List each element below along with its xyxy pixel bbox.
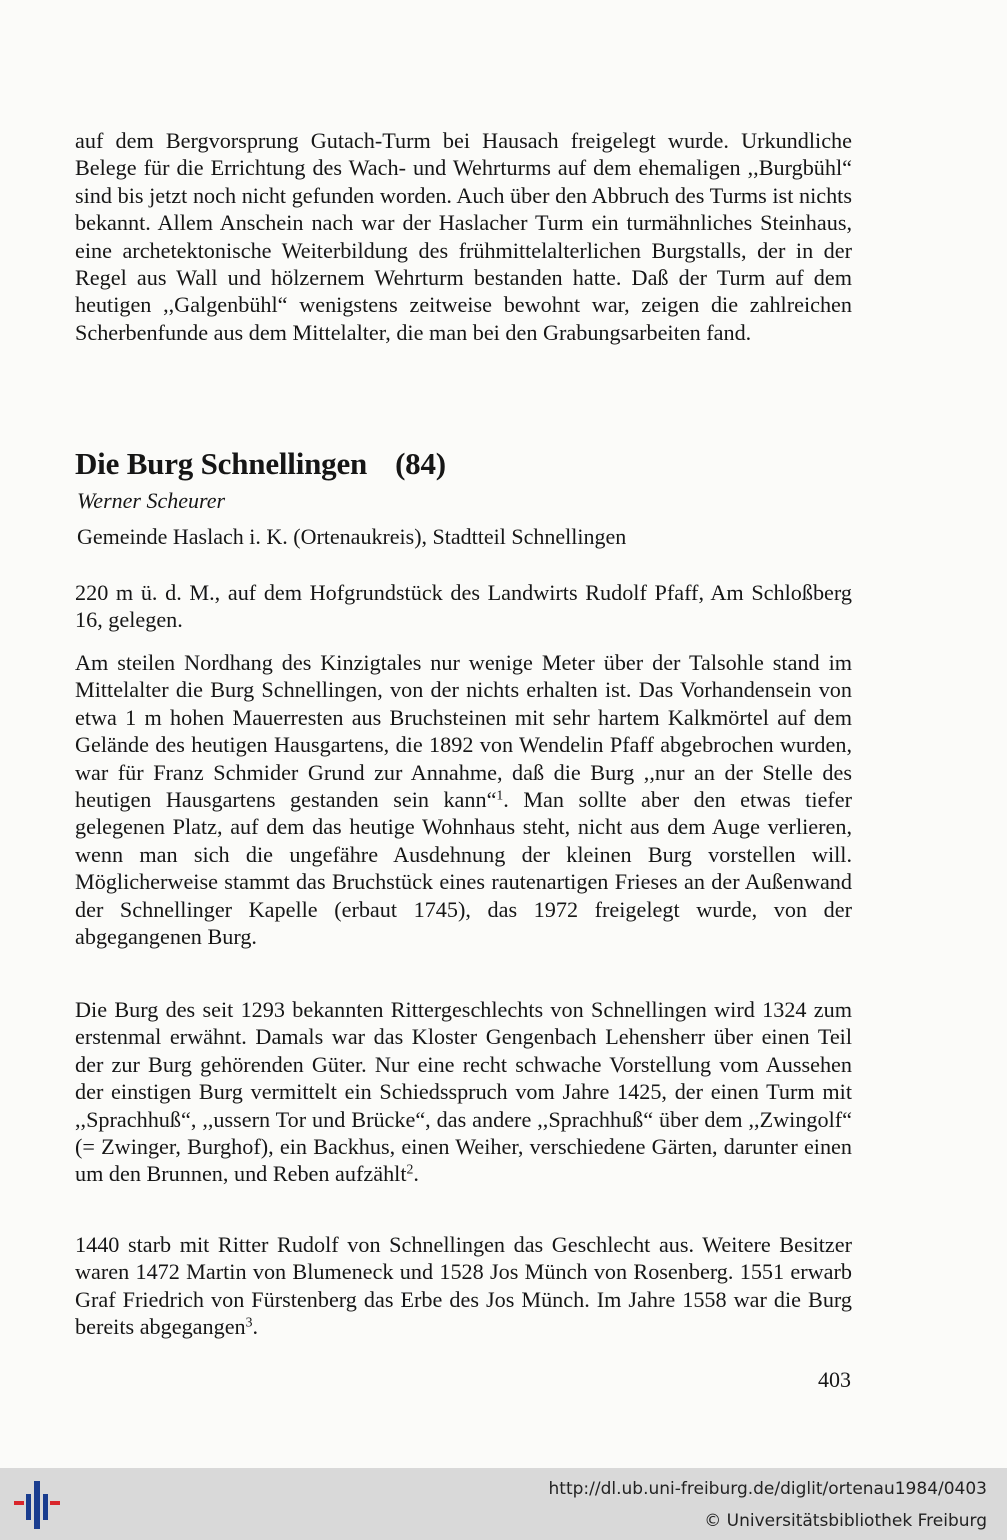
article-heading xyxy=(75,445,446,483)
body-1-text-rest: . Man sollte aber den etwas tiefer gelegenen Platz, auf dem das heutige Wohnhaus steht, nicht aus dem Auge verlieren, wenn man sich die ungefähre Ausdehnung der kleinen Burg vorstellen will. Möglicherweise stammt das Bruchstück eines rautenartigen Frieses an der Außenwand der Schnellinger Kapelle (erbaut 1745), das 1972 freigelegt wurde, von der abgegangenen Burg. xyxy=(75,787,852,950)
body-2-text: Die Burg des seit 1293 bekannten Rittergeschlechts von Schnellingen wird 1324 zum erstenmal erwähnt. Damals war das Kloster Gengenbach Lehensherr über einen Teil der zur Burg gehörenden Güter. Nur eine recht schwache Vorstellung vom Aussehen der einstigen Burg vermittelt ein Schiedsspruch vom Jahre 1425, der einen Turm mit ,,Sprachhuß“, ,,ussern Tor und Brücke“, das andere ,,Sprachhuß“ über dem ,,Zwingolf“ (= Zwinger, Burghof), ein Backhus, einen Weiher, verschiedene Gärten, darunter einen um den Brunnen, und Reben aufzählt xyxy=(75,997,852,1187)
page-number: 403 xyxy=(818,1367,851,1392)
author-name: Werner Scheurer xyxy=(77,488,226,513)
body-2-text-rest: . xyxy=(413,1161,419,1187)
body-3-text-rest: . xyxy=(252,1314,259,1340)
footer-bar xyxy=(0,1468,1007,1540)
footnote-ref-1[interactable]: 1 xyxy=(496,787,504,803)
body-3-text: 1440 starb mit Ritter Rudolf von Schnellingen das Geschlecht aus. Weitere Besitzer waren 1472 Martin von Blumeneck und 1528 Jos Münch von Rosenberg. 1551 erwarb Graf Friedrich von Fürstenberg das Erbe des Jos Münch. Im Jahre 1558 war die Burg bereits abgegangen xyxy=(75,1232,852,1340)
location-line: Gemeinde Haslach i. K. (Ortenaukreis), Stadtteil Schnellingen xyxy=(77,524,627,549)
footer-url-link[interactable]: http://dl.ub.uni-freiburg.de/diglit/ortenau1984/0403 xyxy=(548,1479,987,1499)
ub-freiburg-logo-icon[interactable] xyxy=(14,1481,66,1529)
footnote-ref-3[interactable]: 3 xyxy=(245,1314,253,1330)
footnote-ref-2[interactable]: 2 xyxy=(406,1161,414,1177)
altitude-paragraph: 220 m ü. d. M., auf dem Hofgrundstück des Landwirts Rudolf Pfaff, Am Schloßberg 16, gelegen. xyxy=(75,580,852,633)
body-paragraph-3 xyxy=(75,1231,852,1341)
heading-title: Die Burg Schnellingen xyxy=(75,446,368,481)
heading-number: (84) xyxy=(395,446,446,481)
body-paragraph-1 xyxy=(75,649,852,950)
body-1-text: Am steilen Nordhang des Kinzigtales nur wenige Meter über der Talsohle stand im Mittelalter die Burg Schnellingen, von der nichts erhalten ist. Das Vorhandensein von etwa 1 m hohen Mauerresten aus Bruchsteinen mit sehr hartem Kalkmörtel auf dem Gelände des heutigen Hausgartens, die 1892 von Wendelin Pfaff abgebrochen wurden, war für Franz Schmider Grund zur Annahme, daß die Burg ,,nur an der Stelle des heutigen Hausgartens gestanden sein kann“ xyxy=(75,650,852,813)
footer-copyright: © Universitätsbibliothek Freiburg xyxy=(704,1511,987,1531)
top-paragraph: auf dem Bergvorsprung Gutach-Turm bei Hausach freigelegt wurde. Urkundliche Belege für die Errichtung des Wach- und Wehrturms auf dem ehemaligen ,,Burgbühl“ sind bis jetzt noch nicht gefunden worden. Auch über den Abbruch des Turms ist nichts bekannt. Allem Anschein nach war der Haslacher Turm ein turmähnliches Steinhaus, eine archetektonische Weiterbildung des frühmittelalterlichen Burgstalls, der in der Regel aus Wall und hölzernem Wehrturm bestanden hatte. Daß der Turm auf dem heutigen ,,Galgenbühl“ wenigstens zeitweise bewohnt war, zeigen die zahlreichen Scherbenfunde aus dem Mittelalter, die man bei den Grabungsarbeiten fand. xyxy=(75,128,852,345)
body-paragraph-2 xyxy=(75,996,852,1188)
